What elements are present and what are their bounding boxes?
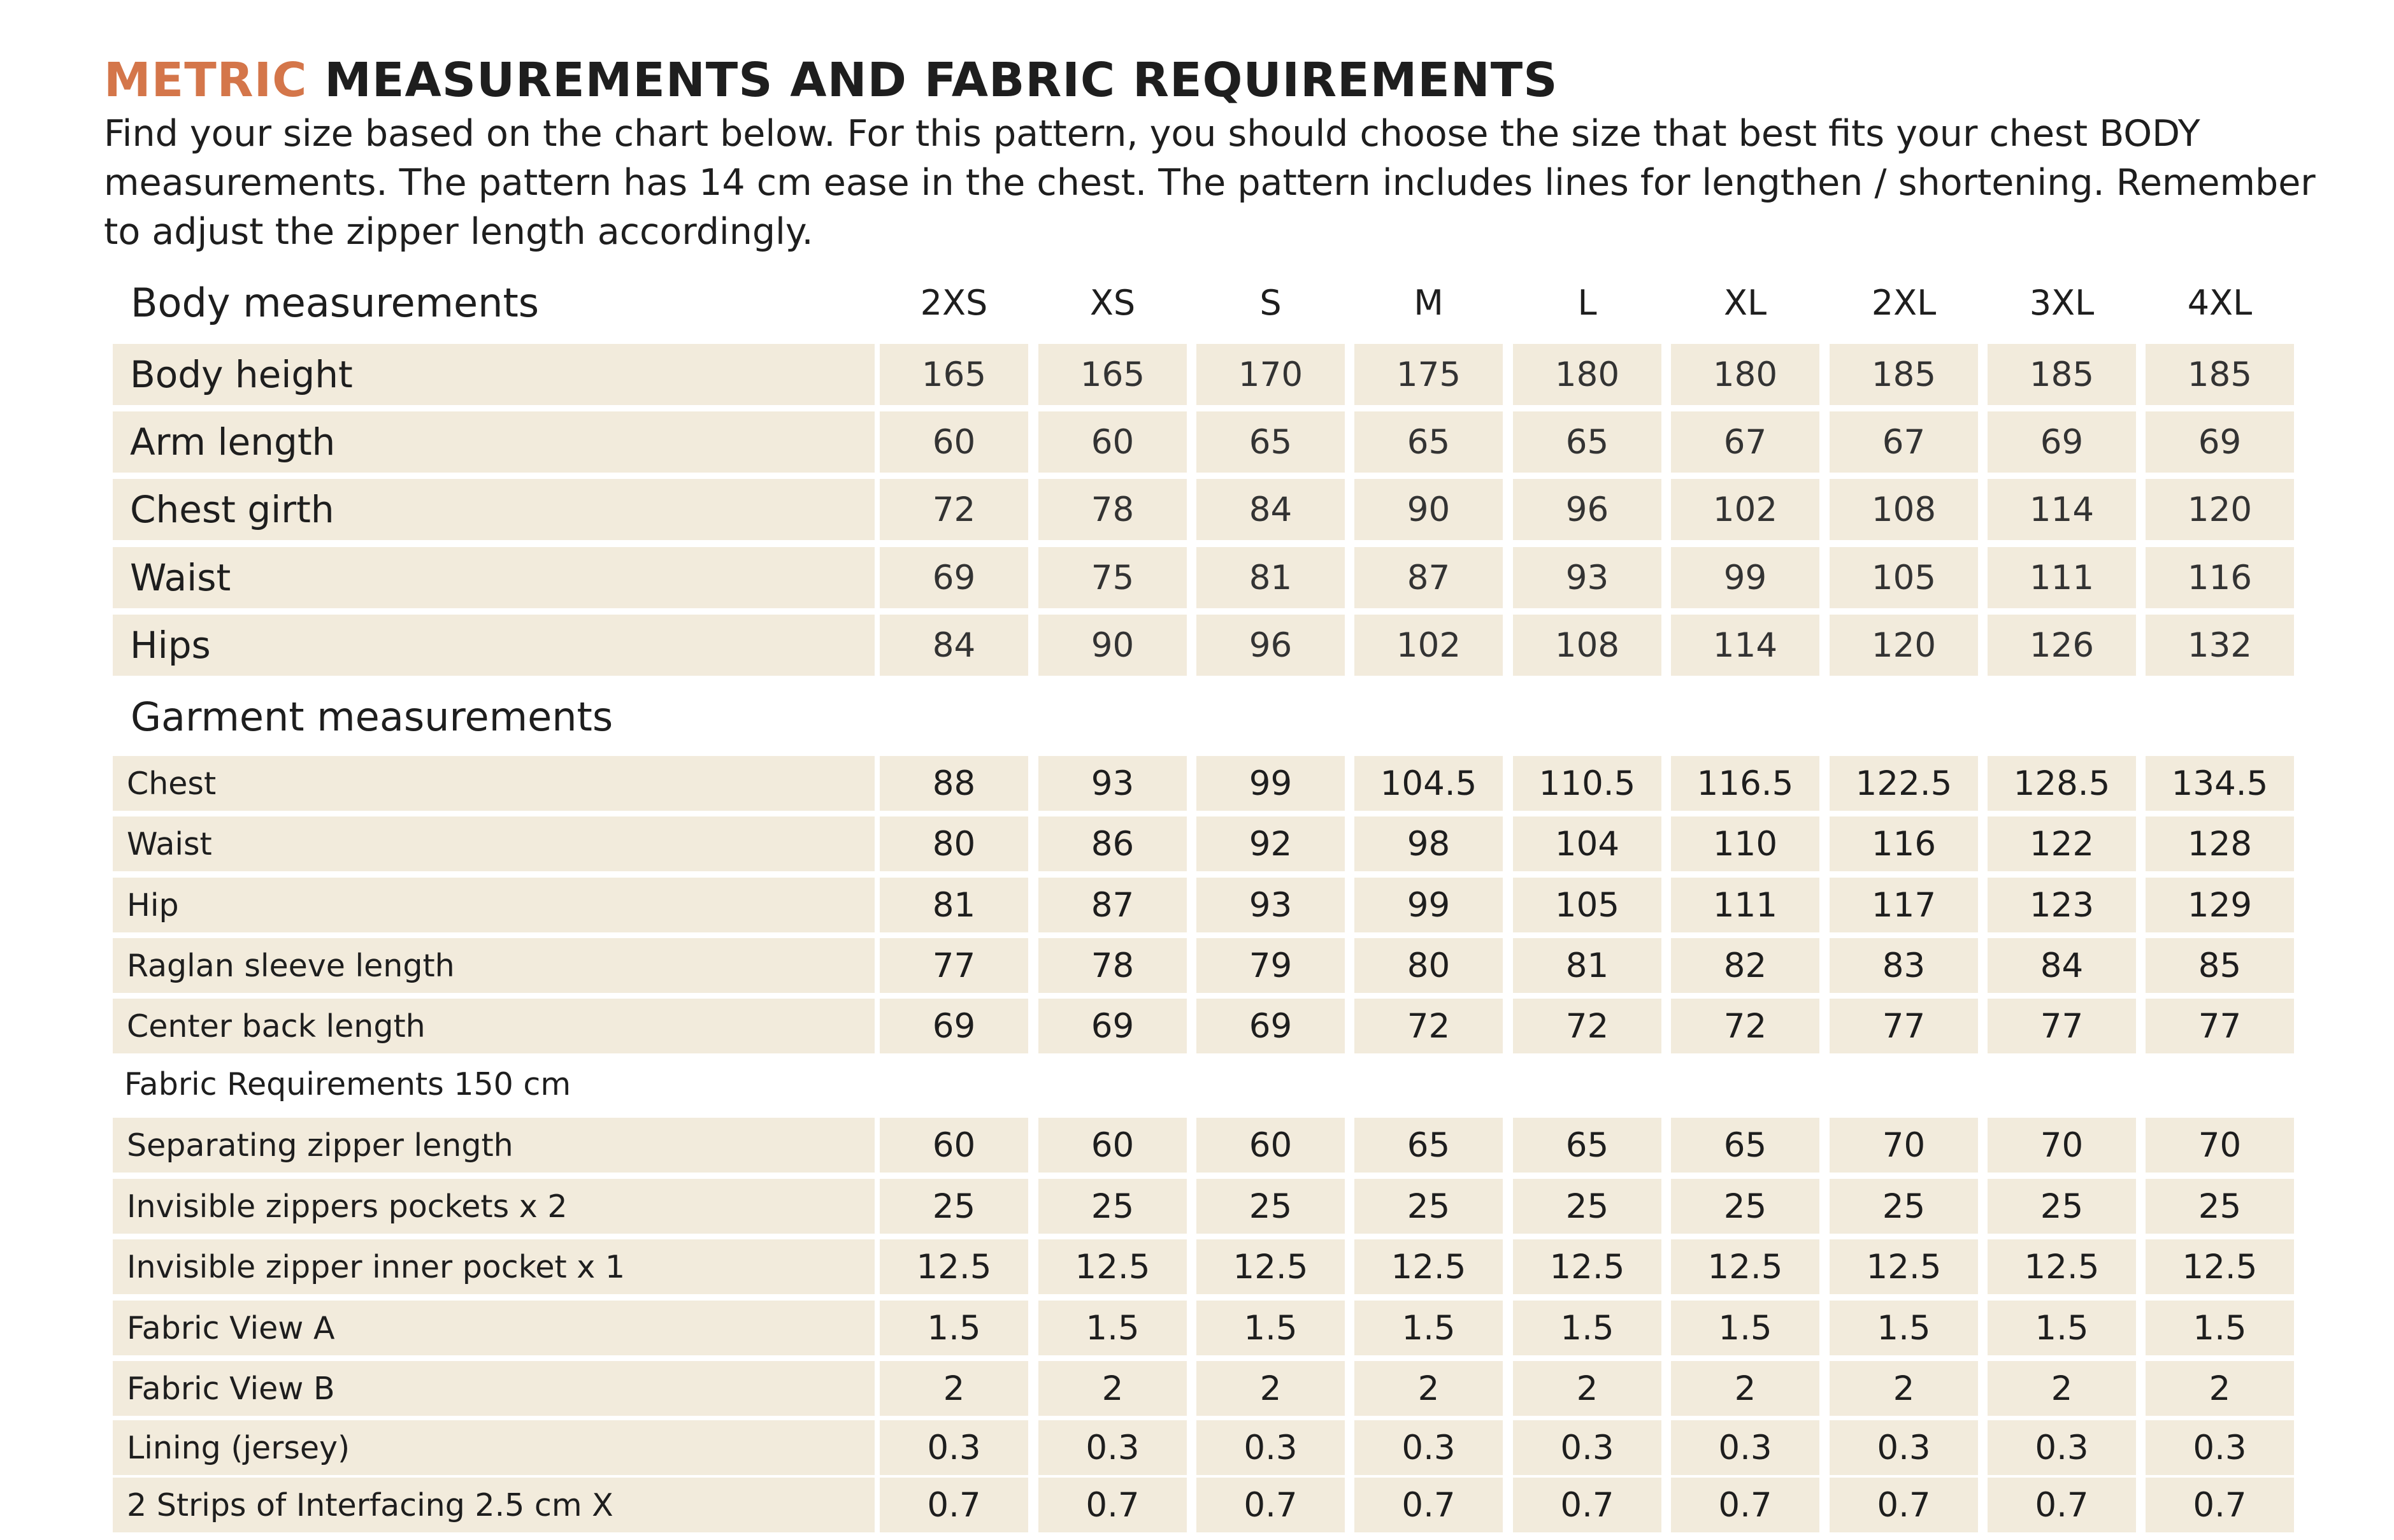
table-cell: 0.3: [1830, 1420, 1978, 1475]
table-cell: 67: [1671, 411, 1819, 473]
table-row: [0, 344, 2394, 405]
row-label: Chest girth: [113, 479, 875, 540]
table-cell: 2: [1988, 1361, 2136, 1416]
table-row: [0, 1420, 2394, 1475]
table-cell: 25: [1354, 1179, 1503, 1234]
table-cell: 110.5: [1513, 756, 1661, 811]
table-row: [0, 999, 2394, 1053]
row-label: Separating zipper length: [113, 1118, 875, 1173]
table-cell: 84: [1196, 479, 1345, 540]
table-cell: 67: [1830, 411, 1978, 473]
size-column-header: XL: [1723, 283, 1767, 323]
table-cell: 0.3: [880, 1420, 1028, 1475]
table-cell: 111: [1988, 547, 2136, 608]
table-cell: 2: [1196, 1361, 1345, 1416]
table-row: [0, 1179, 2394, 1234]
table-cell: 1.5: [880, 1301, 1028, 1355]
table-cell: 77: [1988, 999, 2136, 1053]
table-cell: 69: [2146, 411, 2294, 473]
table-cell: 129: [2146, 878, 2294, 932]
table-cell: 102: [1354, 615, 1503, 676]
table-cell: 25: [1830, 1179, 1978, 1234]
intro-line: measurements. The pattern has 14 cm ease in the chest. The pattern includes lines for lengthen / shortening. Remember: [104, 162, 2316, 204]
table-cell: 99: [1671, 547, 1819, 608]
table-cell: 134.5: [2146, 756, 2294, 811]
table-cell: 12.5: [1671, 1239, 1819, 1294]
table-cell: 80: [880, 816, 1028, 871]
garment-section-heading: Garment measurements: [131, 694, 613, 740]
table-cell: 1.5: [1671, 1301, 1819, 1355]
row-label: Raglan sleeve length: [113, 938, 875, 993]
table-cell: 77: [1830, 999, 1978, 1053]
table-cell: 12.5: [1830, 1239, 1978, 1294]
table-cell: 84: [1988, 938, 2136, 993]
table-cell: 0.7: [1038, 1478, 1187, 1532]
intro-text: [104, 110, 2333, 257]
table-cell: 132: [2146, 615, 2294, 676]
table-cell: 0.7: [880, 1478, 1028, 1532]
table-row: [0, 938, 2394, 993]
row-label: Arm length: [113, 411, 875, 473]
table-cell: 77: [880, 938, 1028, 993]
table-cell: 72: [1513, 999, 1661, 1053]
size-column-header: 2XS: [920, 283, 988, 323]
table-cell: 81: [880, 878, 1028, 932]
table-cell: 108: [1830, 479, 1978, 540]
table-row: [0, 1118, 2394, 1173]
table-cell: 1.5: [1196, 1301, 1345, 1355]
table-row: [0, 756, 2394, 811]
table-cell: 0.7: [1830, 1478, 1978, 1532]
table-cell: 90: [1354, 479, 1503, 540]
size-column-header: M: [1414, 283, 1444, 323]
table-cell: 180: [1513, 344, 1661, 405]
table-cell: 70: [1988, 1118, 2136, 1173]
table-row: [0, 1301, 2394, 1355]
table-cell: 0.7: [1988, 1478, 2136, 1532]
table-cell: 12.5: [1513, 1239, 1661, 1294]
page-title: [104, 50, 1558, 111]
table-cell: 81: [1196, 547, 1345, 608]
table-cell: 128: [2146, 816, 2294, 871]
table-cell: 80: [1354, 938, 1503, 993]
table-row: [0, 816, 2394, 871]
table-cell: 92: [1196, 816, 1345, 871]
table-cell: 96: [1513, 479, 1661, 540]
table-cell: 2: [1513, 1361, 1661, 1416]
table-cell: 185: [1988, 344, 2136, 405]
table-cell: 116: [2146, 547, 2294, 608]
size-column-header: XS: [1089, 283, 1136, 323]
table-cell: 75: [1038, 547, 1187, 608]
table-cell: 0.7: [1354, 1478, 1503, 1532]
table-cell: 122.5: [1830, 756, 1978, 811]
row-label: Invisible zippers pockets x 2: [113, 1179, 875, 1234]
table-cell: 1.5: [1830, 1301, 1978, 1355]
table-cell: 60: [1038, 1118, 1187, 1173]
table-cell: 65: [1513, 1118, 1661, 1173]
table-cell: 2: [880, 1361, 1028, 1416]
row-label: Hips: [113, 615, 875, 676]
table-cell: 114: [1988, 479, 2136, 540]
body-section-heading: Body measurements: [131, 280, 540, 326]
table-row: [0, 547, 2394, 608]
table-cell: 69: [1038, 999, 1187, 1053]
table-cell: 70: [1830, 1118, 1978, 1173]
table-cell: 0.3: [1354, 1420, 1503, 1475]
table-cell: 120: [1830, 615, 1978, 676]
table-cell: 69: [1988, 411, 2136, 473]
table-cell: 120: [2146, 479, 2294, 540]
table-cell: 12.5: [1988, 1239, 2136, 1294]
table-cell: 70: [2146, 1118, 2294, 1173]
size-column-header: L: [1577, 283, 1597, 323]
table-cell: 0.3: [1988, 1420, 2136, 1475]
table-cell: 1.5: [1038, 1301, 1187, 1355]
row-label: Chest: [113, 756, 875, 811]
row-label: 2 Strips of Interfacing 2.5 cm X: [113, 1478, 875, 1532]
intro-line: to adjust the zipper length accordingly.: [104, 211, 814, 253]
row-label: Lining (jersey): [113, 1420, 875, 1475]
size-column-header: 2XL: [1871, 283, 1937, 323]
table-cell: 65: [1354, 1118, 1503, 1173]
table-cell: 72: [880, 479, 1028, 540]
table-cell: 1.5: [2146, 1301, 2294, 1355]
table-cell: 12.5: [2146, 1239, 2294, 1294]
table-cell: 12.5: [1196, 1239, 1345, 1294]
table-cell: 60: [1038, 411, 1187, 473]
table-cell: 93: [1196, 878, 1345, 932]
table-cell: 0.3: [1196, 1420, 1345, 1475]
table-cell: 175: [1354, 344, 1503, 405]
table-cell: 104: [1513, 816, 1661, 871]
table-cell: 60: [1196, 1118, 1345, 1173]
table-cell: 86: [1038, 816, 1187, 871]
table-cell: 65: [1671, 1118, 1819, 1173]
table-cell: 25: [1988, 1179, 2136, 1234]
table-row: [0, 1239, 2394, 1294]
table-cell: 81: [1513, 938, 1661, 993]
table-cell: 93: [1513, 547, 1661, 608]
table-cell: 1.5: [1988, 1301, 2136, 1355]
table-cell: 128.5: [1988, 756, 2136, 811]
table-cell: 77: [2146, 999, 2294, 1053]
title-accent: METRIC: [104, 53, 308, 108]
table-cell: 25: [880, 1179, 1028, 1234]
table-cell: 2: [1354, 1361, 1503, 1416]
table-cell: 12.5: [1354, 1239, 1503, 1294]
table-cell: 117: [1830, 878, 1978, 932]
table-cell: 165: [1038, 344, 1187, 405]
title-rest: MEASUREMENTS AND FABRIC REQUIREMENTS: [324, 53, 1558, 108]
table-cell: 102: [1671, 479, 1819, 540]
fabric-section-heading: Fabric Requirements 150 cm: [124, 1066, 571, 1102]
table-cell: 0.7: [1671, 1478, 1819, 1532]
table-cell: 122: [1988, 816, 2136, 871]
table-row: [0, 1361, 2394, 1416]
table-cell: 72: [1354, 999, 1503, 1053]
table-cell: 87: [1354, 547, 1503, 608]
table-cell: 25: [1513, 1179, 1661, 1234]
table-cell: 0.7: [1513, 1478, 1661, 1532]
table-cell: 98: [1354, 816, 1503, 871]
table-cell: 105: [1830, 547, 1978, 608]
table-row: [0, 1478, 2394, 1532]
table-cell: 25: [2146, 1179, 2294, 1234]
table-cell: 170: [1196, 344, 1345, 405]
table-cell: 96: [1196, 615, 1345, 676]
row-label: Fabric View A: [113, 1301, 875, 1355]
table-cell: 87: [1038, 878, 1187, 932]
table-cell: 99: [1354, 878, 1503, 932]
table-cell: 0.3: [2146, 1420, 2294, 1475]
table-cell: 69: [1196, 999, 1345, 1053]
table-cell: 1.5: [1513, 1301, 1661, 1355]
table-cell: 114: [1671, 615, 1819, 676]
row-label: Center back length: [113, 999, 875, 1053]
table-cell: 90: [1038, 615, 1187, 676]
table-cell: 0.3: [1038, 1420, 1187, 1475]
table-cell: 79: [1196, 938, 1345, 993]
table-cell: 82: [1671, 938, 1819, 993]
table-cell: 116.5: [1671, 756, 1819, 811]
size-column-header: 4XL: [2187, 283, 2253, 323]
table-cell: 99: [1196, 756, 1345, 811]
table-cell: 165: [880, 344, 1028, 405]
size-column-header: S: [1259, 283, 1282, 323]
table-cell: 69: [880, 547, 1028, 608]
table-cell: 0.3: [1671, 1420, 1819, 1475]
table-cell: 180: [1671, 344, 1819, 405]
table-cell: 65: [1513, 411, 1661, 473]
row-label: Body height: [113, 344, 875, 405]
table-cell: 25: [1038, 1179, 1187, 1234]
table-cell: 108: [1513, 615, 1661, 676]
table-cell: 116: [1830, 816, 1978, 871]
table-row: [0, 411, 2394, 473]
table-cell: 60: [880, 411, 1028, 473]
table-cell: 2: [1671, 1361, 1819, 1416]
table-cell: 25: [1196, 1179, 1345, 1234]
intro-line: Find your size based on the chart below. For this pattern, you should choose the size that best fits your chest BODY: [104, 113, 2200, 155]
row-label: Waist: [113, 816, 875, 871]
table-cell: 126: [1988, 615, 2136, 676]
table-cell: 0.7: [1196, 1478, 1345, 1532]
table-cell: 12.5: [1038, 1239, 1187, 1294]
table-cell: 85: [2146, 938, 2294, 993]
table-cell: 185: [2146, 344, 2294, 405]
table-cell: 78: [1038, 938, 1187, 993]
table-cell: 0.3: [1513, 1420, 1661, 1475]
size-column-header: 3XL: [2029, 283, 2095, 323]
row-label: Hip: [113, 878, 875, 932]
table-cell: 185: [1830, 344, 1978, 405]
table-cell: 84: [880, 615, 1028, 676]
table-cell: 2: [2146, 1361, 2294, 1416]
table-cell: 93: [1038, 756, 1187, 811]
table-cell: 1.5: [1354, 1301, 1503, 1355]
row-label: Invisible zipper inner pocket x 1: [113, 1239, 875, 1294]
table-cell: 110: [1671, 816, 1819, 871]
row-label: Waist: [113, 547, 875, 608]
table-cell: 65: [1196, 411, 1345, 473]
table-cell: 111: [1671, 878, 1819, 932]
table-cell: 88: [880, 756, 1028, 811]
table-cell: 123: [1988, 878, 2136, 932]
table-cell: 83: [1830, 938, 1978, 993]
table-cell: 78: [1038, 479, 1187, 540]
table-cell: 0.7: [2146, 1478, 2294, 1532]
table-row: [0, 615, 2394, 676]
table-cell: 25: [1671, 1179, 1819, 1234]
table-cell: 2: [1038, 1361, 1187, 1416]
table-cell: 60: [880, 1118, 1028, 1173]
table-cell: 65: [1354, 411, 1503, 473]
table-cell: 12.5: [880, 1239, 1028, 1294]
row-label: Fabric View B: [113, 1361, 875, 1416]
table-row: [0, 479, 2394, 540]
table-cell: 72: [1671, 999, 1819, 1053]
table-cell: 105: [1513, 878, 1661, 932]
table-row: [0, 878, 2394, 932]
table-cell: 69: [880, 999, 1028, 1053]
table-cell: 2: [1830, 1361, 1978, 1416]
table-cell: 104.5: [1354, 756, 1503, 811]
